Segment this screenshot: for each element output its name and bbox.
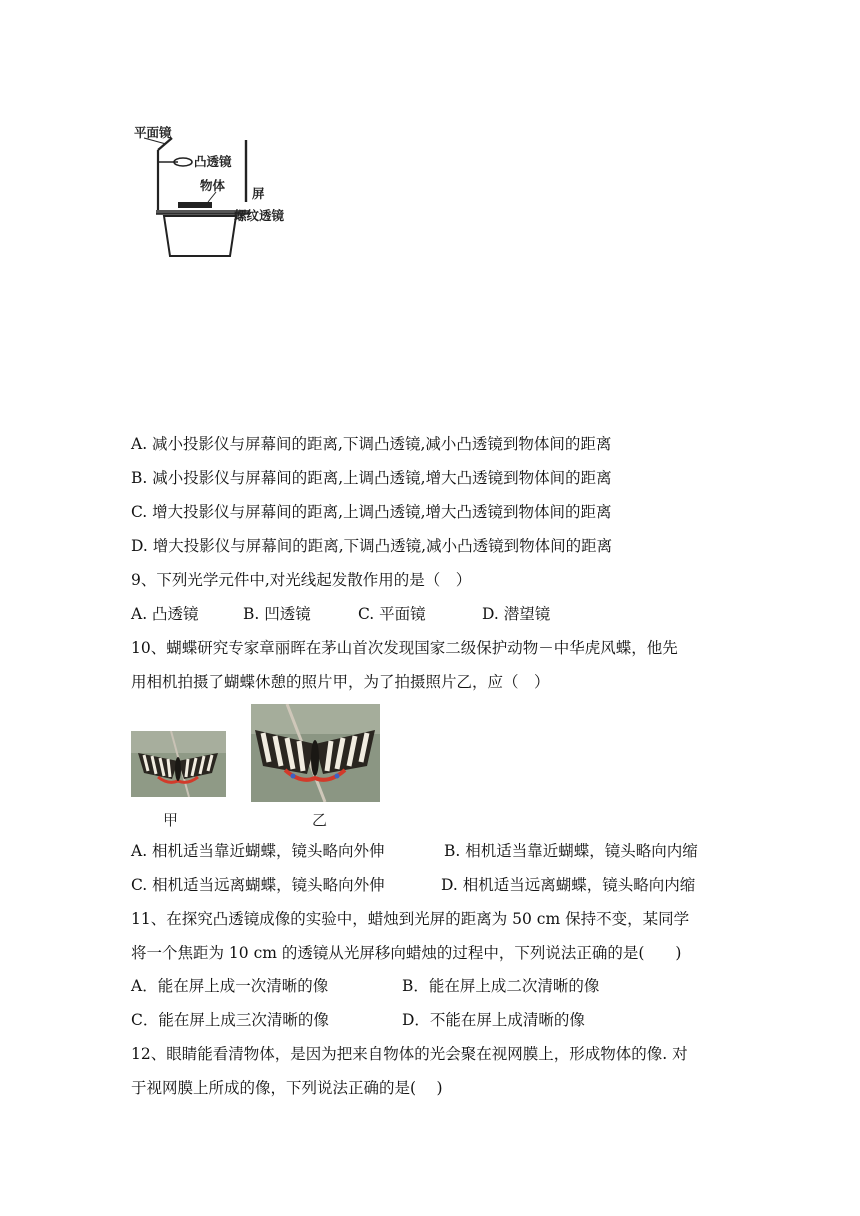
q10-stem-line2: 用相机拍摄了蝴蝶休憩的照片甲，为了拍摄照片乙，应（ ）: [131, 673, 550, 691]
q11-option-a: A．能在屏上成一次清晰的像: [131, 977, 329, 995]
q9-option-d: D. 潜望镜: [482, 605, 551, 623]
q11-option-c: C．能在屏上成三次清晰的像: [131, 1011, 329, 1029]
caption-yi: 乙: [312, 811, 328, 829]
q8-option-d: D. 增大投影仪与屏幕间的距离,下调凸透镜,减小凸透镜到物体间的距离: [131, 537, 613, 555]
q10-option-b: B. 相机适当靠近蝴蝶，镜头略向内缩: [444, 842, 698, 860]
projector-diagram: [128, 122, 308, 262]
q11-option-d: D．不能在屏上成清晰的像: [402, 1011, 585, 1029]
q10-option-a: A. 相机适当靠近蝴蝶，镜头略向外伸: [131, 842, 385, 860]
q8-option-a: A. 减小投影仪与屏幕间的距离,下调凸透镜,减小凸透镜到物体间的距离: [131, 435, 612, 453]
q10-option-d: D. 相机适当远离蝴蝶，镜头略向内缩: [441, 876, 696, 894]
label-screen: 屏: [252, 186, 265, 201]
label-plane-mirror: 平面镜: [134, 125, 172, 140]
q8-option-b: B. 减小投影仪与屏幕间的距离,上调凸透镜,增大凸透镜到物体间的距离: [131, 469, 612, 487]
q10-option-c: C. 相机适当远离蝴蝶，镜头略向外伸: [131, 876, 385, 894]
q11-stem-line2: 将一个焦距为 10 cm 的透镜从光屏移向蜡烛的过程中，下列说法正确的是( ): [131, 944, 682, 962]
label-fresnel-lens: 螺纹透镜: [234, 208, 285, 223]
label-convex-lens: 凸透镜: [194, 154, 232, 169]
object-shape: [178, 202, 212, 208]
q9-stem: 9、下列光学元件中,对光线起发散作用的是（ ）: [131, 571, 472, 589]
q12-stem-line1: 12、眼睛能看清物体，是因为把来自物体的光会聚在视网膜上，形成物体的像. 对: [131, 1045, 688, 1063]
q9-option-b: B. 凹透镜: [243, 605, 311, 623]
q10-stem-line1: 10、蝴蝶研究专家章丽晖在茅山首次发现国家二级保护动物－中华虎风蝶，他先: [131, 639, 678, 657]
q11-stem-line1: 11、在探究凸透镜成像的实验中，蜡烛到光屏的距离为 50 cm 保持不变，某同学: [131, 910, 690, 928]
q9-option-c: C. 平面镜: [358, 605, 426, 623]
q8-option-c: C. 增大投影仪与屏幕间的距离,上调凸透镜,增大凸透镜到物体间的距离: [131, 503, 612, 521]
q11-option-b: B．能在屏上成二次清晰的像: [402, 977, 600, 995]
caption-jia: 甲: [163, 811, 179, 829]
butterfly-photo-jia: [131, 731, 226, 797]
label-object: 物体: [200, 178, 226, 193]
q12-stem-line2: 于视网膜上所成的像，下列说法正确的是( ): [131, 1079, 443, 1097]
butterfly-photo-yi: [251, 704, 380, 802]
q9-option-a: A. 凸透镜: [131, 605, 199, 623]
